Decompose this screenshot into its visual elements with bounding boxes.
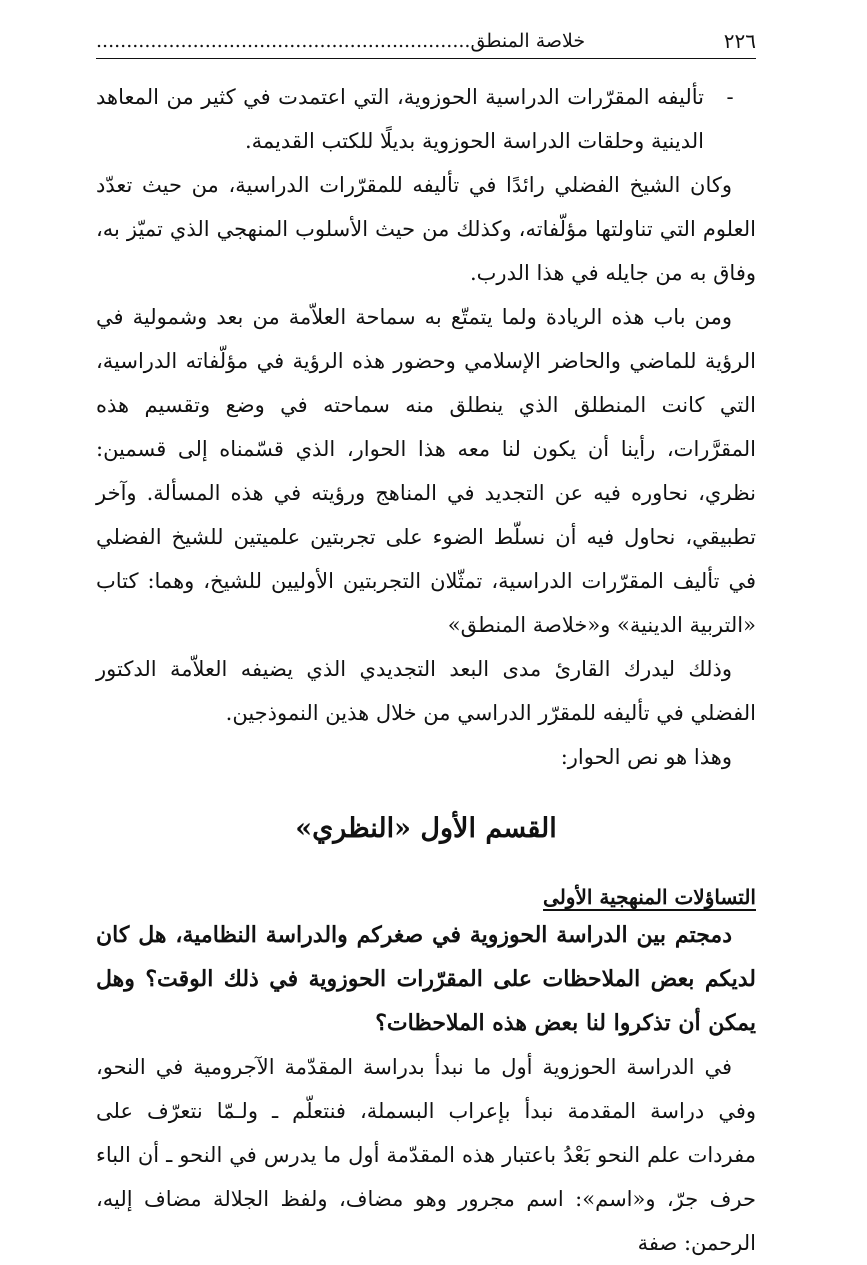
paragraph-pioneer: وكان الشيخ الفضلي رائدًا في تأليفه للمقرّرات الدراسية، من حيث تعدّد العلوم التي تناولتها مؤلّفاته، وكذلك من حيث الأسلوب المنهجي الذي تميّز به، وفاق به من جايله في هذا الدرب. xyxy=(96,173,756,285)
paragraph-purpose: وذلك ليدرك القارئ مدى البعد التجديدي الذي يضيفه العلاّمة الدكتور الفضلي في تأليفه للمقرّر الدراسي من خلال هذين النموذجين. xyxy=(96,657,756,725)
paragraph-interview-text-label: وهذا هو نص الحوار: xyxy=(560,745,732,769)
paragraph-interview-intro: ومن باب هذه الريادة ولما يتمتّع به سماحة العلاّمة من بعد وشمولية في الرؤية للماضي والحاضر الإسلامي وحضور هذه الرؤية في مؤلّفاته الدراسية، التي كانت المنطلق الذي ينطلق منه سماحته في وضع وتقسيم هذه المقرَّرات، رأينا أن يكون لنا معه هذا الحوار، الذي قسّمناه إلى قسمين: نظري، نحاوره فيه عن التجديد في المناهج ورؤيته في هذه المسألة. وآخر تطبيقي، نحاول فيه أن نسلّط الضوء على تجربتين علميتين للشيخ الفضلي في تأليف المقرّرات الدراسية، تمثّلان التجربتين الأوليين للشيخ، وهما: كتاب «التربية الدينية» و«خلاصة المنطق» xyxy=(96,305,756,637)
page-header xyxy=(96,28,756,59)
bullet-marker: - xyxy=(726,85,734,109)
document-page xyxy=(96,28,756,1265)
bullet-text: تأليفه المقرّرات الدراسية الحوزوية، التي اعتمدت في كثير من المعاهد الدينية وحلقات الدراسة الحوزوية بديلًا للكتب القديمة. xyxy=(96,85,704,153)
running-title: خلاصة المنطق.............................................................. xyxy=(96,30,586,52)
interview-question: دمجتم بين الدراسة الحوزوية في صغركم والدراسة النظامية، هل كان لديكم بعض الملاحظات على المقرّرات الحوزوية في ذلك الوقت؟ وهل يمكن أن تذكروا لنا بعض هذه الملاحظات؟ xyxy=(96,922,756,1036)
subheading: التساؤلات المنهجية الأولى xyxy=(543,885,756,909)
page-number: ٢٢٦ xyxy=(723,29,756,53)
section-title: القسم الأول «النظري» xyxy=(295,813,557,844)
interview-answer: في الدراسة الحوزوية أول ما نبدأ بدراسة المقدّمة الآجرومية في النحو، وفي دراسة المقدمة نبدأ بإعراب البسملة، فنتعلّم ـ ولـمّا نتعرّف على مفردات علم النحو بَعْدُ باعتبار هذه المقدّمة أول ما يدرس في النحو ـ أن الباء حرف جرّ، و«اسم»: اسم مجرور وهو مضاف، ولفظ الجلالة مضاف إليه، الرحمن: صفة xyxy=(96,1055,757,1255)
bullet-item xyxy=(96,75,756,163)
